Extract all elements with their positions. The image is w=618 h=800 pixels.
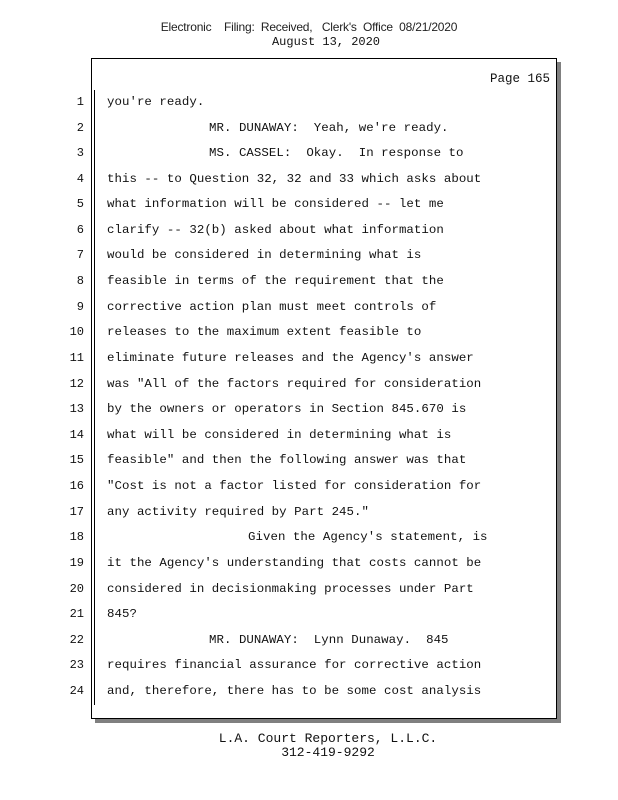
line-number: 24 [69,684,84,698]
transcript-line: feasible" and then the following answer was that [107,453,467,467]
line-number: 1 [76,95,84,109]
line-number: 12 [69,377,84,391]
transcript-line: by the owners or operators in Section 845.670 is [107,402,467,416]
line-number: 19 [69,556,84,570]
line-number: 22 [69,633,84,647]
transcript-line: this -- to Question 32, 32 and 33 which asks about [107,172,482,186]
transcript-line: 845? [107,607,137,621]
transcript-line: was "All of the factors required for consideration [107,377,482,391]
line-number: 18 [69,530,84,544]
line-number: 21 [69,607,84,621]
transcript-line: and, therefore, there has to be some cost analysis [107,684,482,698]
transcript-line: any activity required by Part 245." [107,505,369,519]
transcript-line: would be considered in determining what is [107,248,422,262]
transcript-line: what information will be considered -- let me [107,197,444,211]
transcript-line: MR. DUNAWAY: Lynn Dunaway. 845 [209,633,449,647]
transcript-line: MR. DUNAWAY: Yeah, we're ready. [209,121,449,135]
transcript-line: feasible in terms of the requirement that the [107,274,444,288]
transcript-line: corrective action plan must meet controls of [107,300,437,314]
line-number: 16 [69,479,84,493]
line-number: 11 [69,351,84,365]
reporter-company: L.A. Court Reporters, L.L.C. [218,731,438,746]
page-number: Page 165 [489,72,550,86]
line-number: 2 [76,121,84,135]
reporter-phone: 312-419-9292 [281,745,375,760]
transcript-line: eliminate future releases and the Agency's answer [107,351,474,365]
line-number: 20 [69,582,84,596]
transcript-line: requires financial assurance for corrective action [107,658,482,672]
transcript-line: clarify -- 32(b) asked about what information [107,223,444,237]
line-number-divider [94,90,95,705]
filing-stamp: Electronic Filing: Received, Clerk's Office 08/21/2020 [160,20,458,34]
line-number: 9 [76,300,84,314]
line-number: 4 [76,172,84,186]
transcript-line: it the Agency's understanding that costs cannot be [107,556,482,570]
line-number: 17 [69,505,84,519]
line-number: 10 [69,325,84,339]
transcript-line: "Cost is not a factor listed for consideration for [107,479,482,493]
transcript-date: August 13, 2020 [271,35,381,49]
transcript-line: what will be considered in determining what is [107,428,452,442]
line-number: 5 [76,197,84,211]
line-number: 6 [76,223,84,237]
transcript-line: Given the Agency's statement, is [248,530,488,544]
line-number: 7 [76,248,84,262]
transcript-line: you're ready. [107,95,205,109]
line-number: 13 [69,402,84,416]
line-number: 14 [69,428,84,442]
line-number: 3 [76,146,84,160]
transcript-line: releases to the maximum extent feasible to [107,325,422,339]
footer [0,732,618,760]
line-number: 23 [69,658,84,672]
transcript-line: considered in decisionmaking processes under Part [107,582,474,596]
transcript-line: MS. CASSEL: Okay. In response to [209,146,464,160]
line-number: 15 [69,453,84,467]
line-number: 8 [76,274,84,288]
